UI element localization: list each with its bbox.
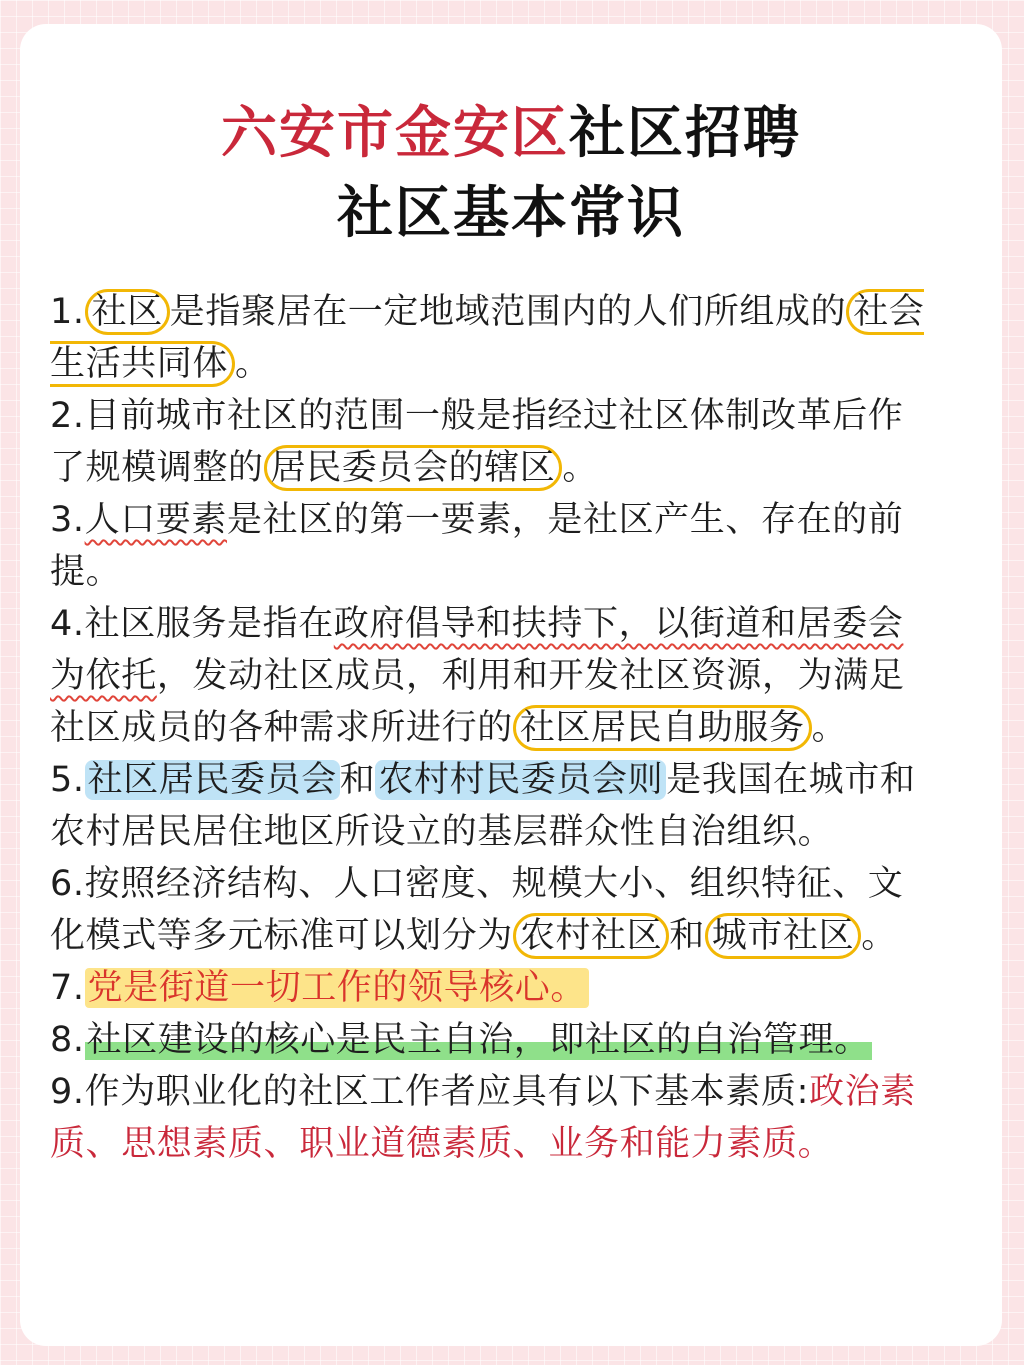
item-number: 1. — [50, 292, 85, 332]
red-emphasis: 政治素质、思想素质、职业道德素质、业务和能力素质。 — [50, 1072, 916, 1164]
wavy-underlined-term: 人口要素 — [84, 500, 227, 540]
blue-highlight: 社区居民委员会 — [85, 760, 340, 800]
knowledge-list — [50, 286, 930, 1170]
item-number: 5. — [50, 760, 85, 800]
page-subtitle: 社区基本常识 — [337, 181, 685, 246]
list-item-6 — [50, 858, 930, 962]
wavy-underlined-term: 政府倡导和扶持下，以街道和居委会为依托 — [50, 604, 904, 696]
list-item-3 — [50, 494, 930, 598]
list-item-7 — [50, 962, 930, 1014]
circled-term: 农村社区 — [513, 913, 669, 959]
list-item-9 — [50, 1066, 930, 1170]
item-number: 3. — [50, 500, 85, 540]
yellow-highlight: 党是街道一切工作的领导核心。 — [85, 968, 589, 1008]
item-text: 和 — [339, 760, 376, 800]
page-title — [20, 102, 1002, 166]
item-number: 7. — [50, 968, 85, 1008]
item-text: 。 — [235, 344, 271, 384]
circled-term: 城市社区 — [705, 913, 861, 959]
circled-term: 社区居民自助服务 — [513, 705, 812, 751]
green-highlight: 社区建设的核心是民主自治，即社区的自治管理。 — [86, 1020, 870, 1060]
item-text: 9.作为职业化的社区工作者应具有以下基本素质: — [50, 1072, 809, 1112]
list-item-4 — [50, 598, 930, 754]
circled-term: 社会生活共同体 — [50, 289, 924, 387]
list-item-8 — [50, 1014, 930, 1066]
list-item-1 — [50, 286, 930, 390]
item-text: 4.社区服务是指在 — [50, 604, 334, 644]
blue-highlight: 农村村民委员会则 — [375, 760, 666, 800]
item-text: 6.按照经济结构、人口密度、规模大小、组织特征、文化模式等多元标准可以划分为 — [50, 864, 904, 956]
item-number: 8. — [50, 1020, 85, 1060]
item-text: 是我国在城市和农村居民居住地区所设立的基层群众性自治组织。 — [50, 760, 916, 852]
item-text: 。 — [861, 916, 897, 956]
item-text: 。 — [562, 448, 599, 488]
item-text: 。 — [811, 708, 848, 748]
item-text: 是社区的第一要素，是社区产生、存在的前提。 — [50, 500, 904, 592]
item-text: 是指聚居在一定地域范围内的人们所组成的 — [169, 292, 847, 332]
title-location: 六安市金安区 — [221, 101, 569, 166]
list-item-2 — [50, 390, 930, 494]
item-text: 和 — [669, 916, 705, 956]
circled-term: 社区 — [85, 289, 170, 335]
item-text: ，发动社区成员，利用和开发社区资源，为满足社区成员的各种需求所进行的 — [50, 656, 905, 748]
circled-term: 居民委员会的辖区 — [264, 445, 563, 491]
list-item-5 — [50, 754, 930, 858]
title-topic: 社区招聘 — [569, 101, 801, 166]
item-text: 2.目前城市社区的范围一般是指经过社区体制改革后作了规模调整的 — [50, 396, 904, 488]
